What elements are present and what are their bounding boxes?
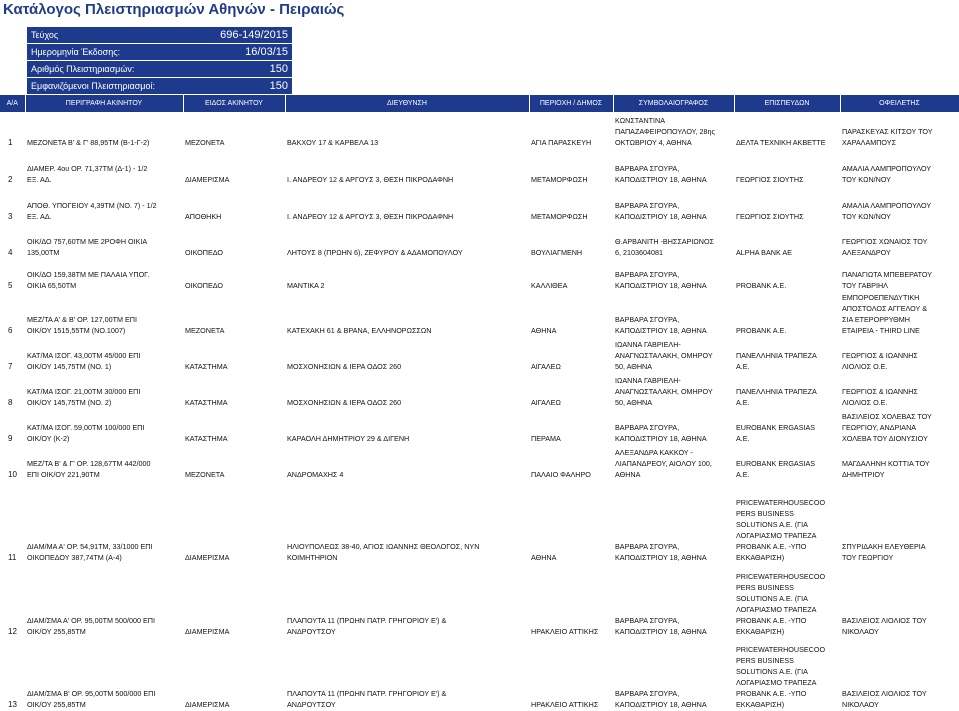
debtor: ΓΕΩΡΓΙΟΣ & ΙΩΑΝΝΗΣ ΛΙΟΛΙΟΣ Ο.Ε. (842, 387, 918, 407)
table-row[interactable] (0, 223, 959, 259)
info-row (27, 78, 292, 95)
table-row[interactable] (0, 259, 959, 292)
property-description: ΟΙΚ/ΔΟ 159,38ΤΜ ΜΕ ΠΑΛΑΙΑ ΥΠΟΓ. ΟΙΚΙΑ 65,50ΤΜ (27, 270, 150, 290)
property-address: ΗΛΙΟΥΠΟΛΕΩΣ 38-40, ΑΓΙΟΣ ΙΩΑΝΝΗΣ ΘΕΟΛΟΓΟΣ, ΝΥΝ ΚΟΙΜΗΤΗΡΙΟΝ (287, 542, 480, 562)
debtor: ΒΑΣΙΛΕΙΟΣ ΧΟΛΕΒΑΣ ΤΟΥ ΓΕΩΡΓΙΟΥ, ΑΝΔΡΙΑΝΑ ΧΟΛΕΒΑ ΤΟΥ ΔΙΟΝΥΣΙΟΥ (842, 412, 932, 443)
creditor: ALPHA BANK AE (736, 248, 792, 257)
property-type: ΔΙΑΜΕΡΙΣΜΑ (185, 627, 230, 636)
creditor: PRICEWATERHOUSECOO PERS BUSINESS SOLUTIONS A.E. (ΓΙΑ ΛΟΓΑΡΙΑΣΜΟ ΤΡΑΠΕΖΑ PROBANK A.E. -ΥΠΟ ΕΚΚΑΘΑΡΙΣΗ) (736, 498, 826, 562)
debtor: ΒΑΣΙΛΕΙΟΣ ΛΙΟΛΙΟΣ ΤΟΥ ΝΙΚΟΛΑΟΥ (842, 616, 927, 636)
debtor: ΑΜΑΛΙΑ ΛΑΜΠΡΟΠΟΥΛΟΥ ΤΟΥ ΚΩΝ/ΝΟΥ (842, 164, 932, 184)
column-header-property-type[interactable]: ΕΙΔΟΣ ΑΚΙΝΗΤΟΥ (183, 95, 285, 112)
notary: ΑΛΕΞΑΝΔΡΑ ΚΑΚΚΟΥ - ΛΙΑΠΑΝΔΡΕΟΥ, ΑΙΟΛΟΥ 100, ΑΘΗΝΑ (615, 448, 712, 479)
row-number: 2 (8, 175, 13, 184)
notary: ΒΑΡΒΑΡΑ ΣΓΟΥΡΑ, ΚΑΠΟΔΙΣΤΡΙΟΥ 18, ΑΘΗΝΑ (615, 315, 707, 335)
column-header-aa[interactable]: Α/Α (0, 95, 25, 112)
row-number: 4 (8, 248, 13, 257)
creditor: PRICEWATERHOUSECOO PERS BUSINESS SOLUTIONS A.E. (ΓΙΑ ΛΟΓΑΡΙΑΣΜΟ ΤΡΑΠΕΖΑ PROBANK A.E. -ΥΠΟ ΕΚΚΑΘΑΡΙΣΗ) (736, 572, 826, 636)
column-header-creditor[interactable]: ΕΠΙΣΠΕΥΔΩΝ (734, 95, 840, 112)
property-area: ΑΘΗΝΑ (531, 553, 557, 562)
row-number: 8 (8, 398, 13, 407)
property-address: ΑΝΔΡΟΜΑΧΗΣ 4 (287, 470, 344, 479)
property-address: Ι. ΑΝΔΡΕΟΥ 12 & ΑΡΓΟΥΣ 3, ΘΕΣΗ ΠΙΚΡΟΔΑΦΝΗ (287, 212, 454, 221)
table-row[interactable] (0, 186, 959, 223)
notary: ΒΑΡΒΑΡΑ ΣΓΟΥΡΑ, ΚΑΠΟΔΙΣΤΡΙΟΥ 18, ΑΘΗΝΑ (615, 689, 707, 709)
property-address: ΚΑΡΑΟΛΗ ΔΗΜΗΤΡΙΟΥ 29 & ΔΙΓΕΝΗ (287, 434, 410, 443)
property-type: ΜΕΖΟΝΕΤΑ (185, 326, 225, 335)
creditor: EUROBANK ERGASIAS Α.Ε. (736, 423, 816, 443)
row-number: 1 (8, 138, 13, 147)
info-label: Τεύχος (27, 27, 187, 44)
table-row[interactable] (0, 112, 959, 149)
page-title: Κατάλογος Πλειστηριασμών Αθηνών - Πειραιώς (3, 1, 345, 18)
property-type: ΑΠΟΘΗΚΗ (185, 212, 222, 221)
property-description: ΚΑΤ/ΜΑ ΙΣΟΓ. 43,00ΤΜ 45/000 ΕΠΙ ΟΙΚ/ΟΥ 145,75ΤΜ (ΝΟ. 1) (27, 351, 141, 371)
property-address: ΜΑΝΤΙΚΑ 2 (287, 281, 325, 290)
column-header-address[interactable]: ΔΙΕΥΘΥΝΣΗ (285, 95, 529, 112)
property-type: ΔΙΑΜΕΡΙΣΜΑ (185, 700, 230, 709)
property-description: ΜΕΖΟΝΕΤΑ Β' & Γ' 88,95ΤΜ (Β-1-Γ-2) (27, 138, 150, 147)
notary: Θ.ΑΡΒΑΝΙΤΗ -ΒΗΣΣΑΡΙΩΝΟΣ 6, 2103604081 (615, 237, 714, 257)
row-number: 11 (8, 553, 17, 562)
property-address: ΠΛΑΠΟΥΤΑ 11 (ΠΡΩΗΝ ΠΑΤΡ. ΓΡΗΓΟΡΙΟΥ Ε') & ΑΝΔΡΟΥΤΣΟΥ (287, 616, 447, 636)
property-type: ΚΑΤΑΣΤΗΜΑ (185, 398, 228, 407)
row-number: 13 (8, 700, 17, 709)
column-header-debtor[interactable]: ΟΦΕΙΛΕΤΗΣ (840, 95, 959, 112)
property-area: ΒΟΥΛΙΑΓΜΕΝΗ (531, 248, 583, 257)
property-area: ΗΡΑΚΛΕΙΟ ΑΤΤΙΚΗΣ (531, 627, 599, 636)
property-address: ΒΑΚΧΟΥ 17 & ΚΑΡΒΕΛΑ 13 (287, 138, 379, 147)
property-description: ΑΠΟΘ. ΥΠΟΓΕΙΟΥ 4,39ΤΜ (ΝΟ. 7) - 1/2 ΕΞ. ΑΔ. (27, 201, 157, 221)
property-address: ΜΟΣΧΟΝΗΣΙΩΝ & ΙΕΡΑ ΟΔΟΣ 260 (287, 362, 402, 371)
property-type: ΚΑΤΑΣΤΗΜΑ (185, 362, 228, 371)
table-row[interactable] (0, 638, 959, 711)
info-value: 150 (187, 78, 292, 95)
property-description: ΔΙΑΜΕΡ. 4ου ΟΡ. 71,37ΤΜ (Δ-1) - 1/2 ΕΞ. ΑΔ. (27, 164, 148, 184)
property-type: ΟΙΚΟΠΕΔΟ (185, 248, 223, 257)
notary: ΒΑΡΒΑΡΑ ΣΓΟΥΡΑ, ΚΑΠΟΔΙΣΤΡΙΟΥ 18, ΑΘΗΝΑ (615, 201, 707, 221)
creditor: ΠΑΝΕΛΛΗΝΙΑ ΤΡΑΠΕΖΑ Α.Ε. (736, 387, 817, 407)
column-header-notary[interactable]: ΣΥΜΒΟΛΑΙΟΓΡΑΦΟΣ (613, 95, 734, 112)
property-description: ΜΕΖ/ΤΑ Β' & Γ' ΟΡ. 128,67ΤΜ 442/000 ΕΠΙ ΟΙΚ/ΟΥ 221,90ΤΜ (27, 459, 151, 479)
property-address: ΜΟΣΧΟΝΗΣΙΩΝ & ΙΕΡΑ ΟΔΟΣ 260 (287, 398, 402, 407)
notary: ΒΑΡΒΑΡΑ ΣΓΟΥΡΑ, ΚΑΠΟΔΙΣΤΡΙΟΥ 18, ΑΘΗΝΑ (615, 616, 707, 636)
table-row[interactable] (0, 564, 959, 638)
debtor: ΜΑΓΔΑΛΗΝΗ ΚΟΤΤΙΑ ΤΟΥ ΔΗΜΗΤΡΙΟΥ (842, 459, 930, 479)
table-row[interactable] (0, 409, 959, 445)
column-header-description[interactable]: ΠΕΡΙΓΡΑΦΗ ΑΚΙΝΗΤΟΥ (25, 95, 183, 112)
row-number: 7 (8, 362, 13, 371)
table-row[interactable] (0, 445, 959, 481)
property-area: ΑΙΓΑΛΕΩ (531, 362, 561, 371)
creditor: PRICEWATERHOUSECOO PERS BUSINESS SOLUTIONS A.E. (ΓΙΑ ΛΟΓΑΡΙΑΣΜΟ ΤΡΑΠΕΖΑ PROBANK A.E. -ΥΠΟ ΕΚΚΑΘΑΡΙΣΗ) (736, 645, 826, 709)
property-area: ΑΙΓΑΛΕΩ (531, 398, 561, 407)
notary: ΙΩΑΝΝΑ ΓΑΒΡΙΕΛΗ- ΑΝΑΓΝΩΣΤΑΛΑΚΗ, ΟΜΗΡΟΥ 50, ΑΘΗΝΑ (615, 376, 713, 407)
info-value: 696-149/2015 (187, 27, 292, 44)
property-type: ΜΕΖΟΝΕΤΑ (185, 138, 225, 147)
auctions-table (0, 95, 959, 711)
row-number: 10 (8, 470, 17, 479)
creditor: PROBANK A.E. (736, 281, 787, 290)
property-description: ΚΑΤ/ΜΑ ΙΣΟΓ. 21,00ΤΜ 30/000 ΕΠΙ ΟΙΚ/ΟΥ 145,75ΤΜ (ΝΟ. 2) (27, 387, 141, 407)
debtor: ΠΑΡΑΣΚΕΥΑΣ ΚΙΤΣΟΥ ΤΟΥ ΧΑΡΑΛΑΜΠΟΥΣ (842, 127, 933, 147)
creditor: ΔΕΛΤΑ ΤΕΧΝΙΚΗ ΑΚΒΕΤΤΕ (736, 138, 826, 147)
property-address: ΠΛΑΠΟΥΤΑ 11 (ΠΡΩΗΝ ΠΑΤΡ. ΓΡΗΓΟΡΙΟΥ Ε') & ΑΝΔΡΟΥΤΣΟΥ (287, 689, 447, 709)
debtor: ΓΕΩΡΓΙΟΣ & ΙΩΑΝΝΗΣ ΛΙΟΛΙΟΣ Ο.Ε. (842, 351, 918, 371)
property-address: Ι. ΑΝΔΡΕΟΥ 12 & ΑΡΓΟΥΣ 3, ΘΕΣΗ ΠΙΚΡΟΔΑΦΝΗ (287, 175, 454, 184)
info-label: Εμφανιζόμενοι Πλειστηριασμοί: (27, 78, 187, 95)
property-area: ΜΕΤΑΜΟΡΦΩΣΗ (531, 175, 588, 184)
property-address: ΚΑΤΕΧΑΚΗ 61 & ΒΡΑΝΑ, ΕΛΛΗΝΟΡΩΣΣΩΝ (287, 326, 432, 335)
property-area: ΑΘΗΝΑ (531, 326, 557, 335)
notary: ΒΑΡΒΑΡΑ ΣΓΟΥΡΑ, ΚΑΠΟΔΙΣΤΡΙΟΥ 18, ΑΘΗΝΑ (615, 164, 707, 184)
debtor: ΒΑΣΙΛΕΙΟΣ ΛΙΟΛΙΟΣ ΤΟΥ ΝΙΚΟΛΑΟΥ (842, 689, 927, 709)
notary: ΒΑΡΒΑΡΑ ΣΓΟΥΡΑ, ΚΑΠΟΔΙΣΤΡΙΟΥ 18, ΑΘΗΝΑ (615, 270, 707, 290)
row-number: 9 (8, 434, 13, 443)
notary: ΒΑΡΒΑΡΑ ΣΓΟΥΡΑ, ΚΑΠΟΔΙΣΤΡΙΟΥ 18, ΑΘΗΝΑ (615, 423, 707, 443)
table-header-row (0, 95, 959, 112)
info-row (27, 61, 292, 78)
property-area: ΑΓΙΑ ΠΑΡΑΣΚΕΥΗ (531, 138, 592, 147)
debtor: ΠΑΝΑΓΙΩΤΑ ΜΠΕΒΕΡΑΤΟΥ ΤΟΥ ΓΑΒΡΙΗΛ (842, 270, 933, 290)
table-row[interactable] (0, 481, 959, 564)
table-row[interactable] (0, 292, 959, 337)
property-description: ΔΙΑΜ/ΣΜΑ Β' ΟΡ. 95,00ΤΜ 500/000 ΕΠΙ ΟΙΚ/ΟΥ 255,85ΤΜ (27, 689, 156, 709)
property-area: ΗΡΑΚΛΕΙΟ ΑΤΤΙΚΗΣ (531, 700, 599, 709)
info-row (27, 44, 292, 61)
notary: ΚΩΝΣΤΑΝΤΙΝΑ ΠΑΠΑΖΑΦΕΙΡΟΠΟΥΛΟΥ, 28ης ΟΚΤΩΒΡΙΟΥ 4, ΑΘΗΝΑ (615, 116, 715, 147)
table-row[interactable] (0, 337, 959, 373)
debtor: ΣΠΥΡΙΔΑΚΗ ΕΛΕΥΘΕΡΙΑ ΤΟΥ ΓΕΩΡΓΙΟΥ (842, 542, 926, 562)
property-description: ΟΙΚ/ΔΟ 757,60ΤΜ ΜΕ 2ΡΟΦΗ ΟΙΚΙΑ 135,00ΤΜ (27, 237, 148, 257)
property-description: ΚΑΤ/ΜΑ ΙΣΟΓ. 59,00ΤΜ 100/000 ΕΠΙ ΟΙΚ/ΟΥ (Κ-2) (27, 423, 145, 443)
property-description: ΔΙΑΜ/ΜΑ Α' ΟΡ. 54,91ΤΜ, 33/1000 ΕΠΙ ΟΙΚΟΠΕΔΟΥ 387,74ΤΜ (Α-4) (27, 542, 153, 562)
info-row (27, 27, 292, 44)
property-area: ΜΕΤΑΜΟΡΦΩΣΗ (531, 212, 588, 221)
info-value: 150 (187, 61, 292, 78)
row-number: 3 (8, 212, 13, 221)
property-area: ΚΑΛΛΙΘΕΑ (531, 281, 568, 290)
debtor: ΑΜΑΛΙΑ ΛΑΜΠΡΟΠΟΥΛΟΥ ΤΟΥ ΚΩΝ/ΝΟΥ (842, 201, 932, 221)
creditor: EUROBANK ERGASIAS Α.Ε. (736, 459, 816, 479)
info-label: Ημερομηνία Έκδοσης: (27, 44, 187, 61)
property-description: ΜΕΖ/ΤΑ Α' & Β' ΟΡ. 127,00ΤΜ ΕΠΙ ΟΙΚ/ΟΥ 1515,55ΤΜ (ΝΟ.1007) (27, 315, 137, 335)
property-area: ΠΑΛΑΙΟ ΦΑΛΗΡΟ (531, 470, 591, 479)
publication-info (27, 27, 292, 95)
debtor: ΓΕΩΡΓΙΟΣ ΧΩΝΑΙΟΣ ΤΟΥ ΑΛΕΞΑΝΔΡΟΥ (842, 237, 928, 257)
creditor: PROBANK A.E. (736, 326, 787, 335)
property-type: ΜΕΖΟΝΕΤΑ (185, 470, 225, 479)
creditor: ΠΑΝΕΛΛΗΝΙΑ ΤΡΑΠΕΖΑ Α.Ε. (736, 351, 817, 371)
property-type: ΔΙΑΜΕΡΙΣΜΑ (185, 553, 230, 562)
row-number: 5 (8, 281, 13, 290)
row-number: 6 (8, 326, 13, 335)
property-description: ΔΙΑΜ/ΣΜΑ Α' ΟΡ. 95,00ΤΜ 500/000 ΕΠΙ ΟΙΚ/ΟΥ 255,85ΤΜ (27, 616, 155, 636)
notary: ΙΩΑΝΝΑ ΓΑΒΡΙΕΛΗ- ΑΝΑΓΝΩΣΤΑΛΑΚΗ, ΟΜΗΡΟΥ 50, ΑΘΗΝΑ (615, 340, 713, 371)
creditor: ΓΕΩΡΓΙΟΣ ΣΙΟΥΤΗΣ (736, 212, 804, 221)
row-number: 12 (8, 627, 17, 636)
debtor: ΕΜΠΟΡΟΕΠΕΝΔΥΤΙΚΗ ΑΠΟΣΤΟΛΟΣ ΑΓΓΕΛΟΥ & ΣΙΑ ΕΤΕΡΟΡΡΥΘΜΗ ΕΤΑΙΡΕΙΑ - THIRD LINE (842, 293, 927, 335)
info-label: Αριθμός Πλειστηριασμών: (27, 61, 187, 78)
creditor: ΓΕΩΡΓΙΟΣ ΣΙΟΥΤΗΣ (736, 175, 804, 184)
info-value: 16/03/15 (187, 44, 292, 61)
column-header-area[interactable]: ΠΕΡΙΟΧΗ / ΔΗΜΟΣ (529, 95, 613, 112)
table-row[interactable] (0, 373, 959, 409)
property-address: ΛΗΤΟΥΣ 8 (ΠΡΩΗΝ 6), ΖΕΦΥΡΟΥ & ΑΔΑΜΟΠΟΥΛΟΥ (287, 248, 463, 257)
property-type: ΔΙΑΜΕΡΙΣΜΑ (185, 175, 230, 184)
table-row[interactable] (0, 149, 959, 186)
property-type: ΟΙΚΟΠΕΔΟ (185, 281, 223, 290)
property-type: ΚΑΤΑΣΤΗΜΑ (185, 434, 228, 443)
notary: ΒΑΡΒΑΡΑ ΣΓΟΥΡΑ, ΚΑΠΟΔΙΣΤΡΙΟΥ 18, ΑΘΗΝΑ (615, 542, 707, 562)
property-area: ΠΕΡΑΜΑ (531, 434, 561, 443)
